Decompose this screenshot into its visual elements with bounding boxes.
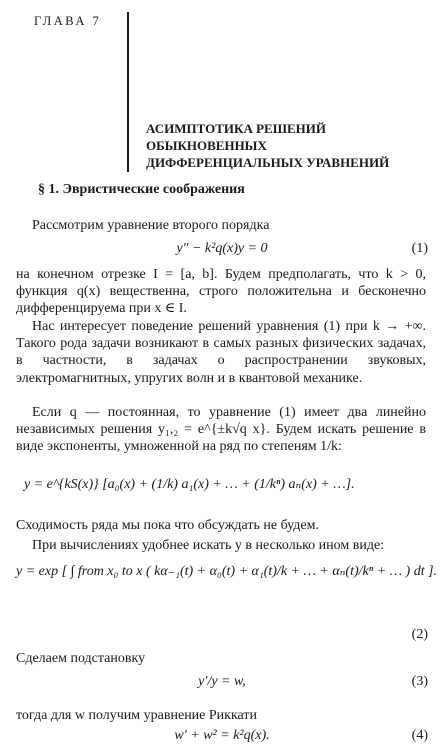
- equation-3-body: y′/y = w,: [198, 674, 246, 689]
- chapter-title: [146, 120, 389, 171]
- paragraph-5: Сходимость ряда мы пока что обсуждать не будем.: [16, 518, 319, 533]
- paragraph-7: Сделаем подстановку: [16, 651, 146, 666]
- section-heading: § 1. Эвристические соображения: [38, 182, 245, 197]
- equation-3-number: (3): [411, 674, 428, 689]
- paragraph-1: Рассмотрим уравнение второго порядка: [32, 218, 270, 233]
- equation-series: y = e^{kS(x)} [a₀(x) + (1/k) a₁(x) + … + (1/kⁿ) aₙ(x) + …].: [24, 477, 355, 492]
- paragraph-6: При вычислениях удобнее искать y в несколько ином виде:: [32, 538, 385, 553]
- equation-exp: y = exp [ ∫ from x₀ to x ( kα₋₁(t) + α₀(t) + α₁(t)/k + … + αₙ(t)/kⁿ + … ) dt ].: [16, 564, 438, 579]
- equation-4-body: w′ + w² = k²q(x).: [174, 728, 270, 743]
- title-line-2: ОБЫКНОВЕННЫХ: [146, 138, 267, 153]
- equation-1: [16, 241, 428, 265]
- vertical-rule: [127, 12, 129, 172]
- title-line-3: ДИФФЕРЕНЦИАЛЬНЫХ УРАВНЕНИЙ: [146, 155, 390, 170]
- equation-2-number-row: [16, 627, 428, 651]
- equation-1-body: y″ − k²q(x)y = 0: [176, 241, 268, 256]
- title-line-1: АСИМПТОТИКА РЕШЕНИЙ: [146, 121, 326, 136]
- equation-4: [16, 728, 428, 752]
- paragraph-3: Нас интересует поведение решений уравнения (1) при k → +∞. Такого рода задачи возникают в самых разных физических задачах, в частности, в задачах о распространении звуковых, электромагнитных, упругих волн и в квантовой механике.: [16, 319, 426, 386]
- paragraph-2: на конечном отрезке I = [a, b]. Будем предполагать, что k > 0, функция q(x) вещественна, строго положительна и бесконечно дифференцируема при x ∈ I.: [16, 267, 426, 317]
- equation-3: [16, 674, 428, 698]
- equation-2-number: (2): [411, 627, 428, 642]
- chapter-label: ГЛАВА 7: [34, 14, 102, 28]
- paragraph-4: Если q — постоянная, то уравнение (1) имеет два линейно независимых решения y₁,₂ = e^{±k√q x}. Будем искать решение в виде экспоненты, умноженной на ряд по степеням 1/k:: [16, 405, 426, 455]
- equation-1-number: (1): [411, 241, 428, 256]
- paragraph-8: тогда для w получим уравнение Риккати: [16, 708, 258, 723]
- equation-4-number: (4): [411, 728, 428, 743]
